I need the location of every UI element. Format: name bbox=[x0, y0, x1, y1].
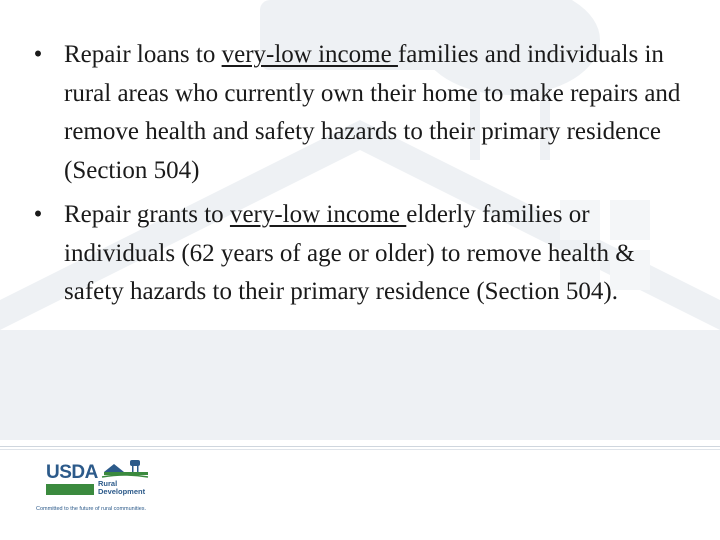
logo-agency-line2: Development bbox=[98, 487, 146, 496]
logo-wordmark: USDA bbox=[46, 462, 98, 483]
usda-rural-development-logo bbox=[46, 458, 156, 500]
slide-body bbox=[28, 36, 688, 318]
underlined-term: very-low income bbox=[229, 201, 407, 228]
bullet-list bbox=[28, 36, 688, 312]
logo-agency-name bbox=[98, 480, 145, 496]
footer-divider bbox=[0, 446, 720, 452]
bullet-text-post: elderly families or individuals (62 years of age or older) to remove health & safety hazards to their primary residence (Section 504). bbox=[64, 201, 635, 305]
bullet-item-loans bbox=[28, 36, 688, 190]
bullet-text-pre: Repair loans to bbox=[64, 41, 222, 68]
logo-agency-line1: Rural bbox=[98, 479, 118, 488]
bullet-text-post: families and individuals in rural areas who currently own their home to make repairs and remove health and safety hazards to their primary residence (Section 504) bbox=[64, 41, 681, 184]
logo-green-bar bbox=[46, 484, 94, 495]
bullet-text-pre: Repair grants to bbox=[64, 201, 230, 228]
bullet-icon: • bbox=[33, 201, 43, 228]
water-tower-icon bbox=[100, 458, 150, 480]
underlined-term: very-low income bbox=[221, 41, 398, 68]
footer-tagline: Committed to the future of rural communities. bbox=[36, 506, 147, 512]
bullet-icon: • bbox=[33, 41, 43, 68]
bullet-item-grants bbox=[28, 196, 688, 312]
